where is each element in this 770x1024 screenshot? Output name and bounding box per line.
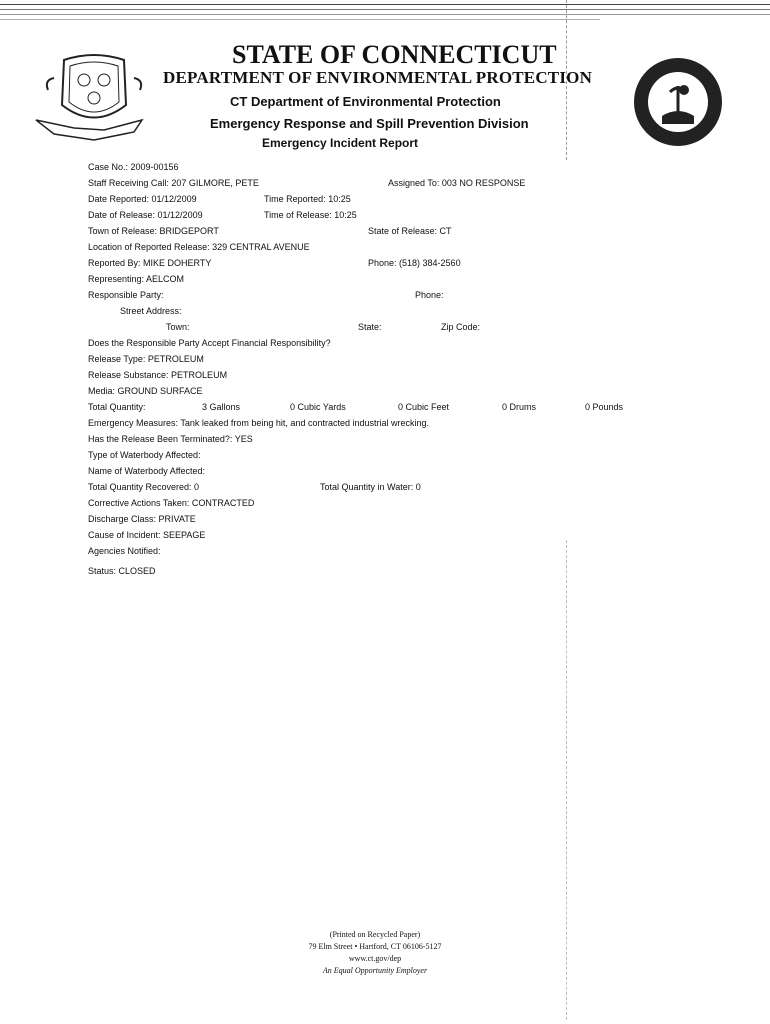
waterbody-type: Type of Waterbody Affected: <box>88 450 201 460</box>
responsible-phone: Phone: <box>415 290 444 300</box>
quantity-recovered: Total Quantity Recovered: 0 <box>88 482 200 492</box>
scan-edge-line <box>566 540 567 1020</box>
footer-address: 79 Elm Street • Hartford, CT 06106-5127 <box>308 942 442 951</box>
cause-of-incident: Cause of Incident: SEEPAGE <box>88 530 206 540</box>
dep-seal-icon <box>632 56 724 148</box>
quantity-in-water: Total Quantity in Water: 0 <box>320 482 421 492</box>
agency-name: CT Department of Environmental Protection <box>230 94 501 109</box>
state-of-release: State of Release: CT <box>368 226 452 236</box>
responsible-party: Responsible Party: <box>88 290 164 300</box>
state-title: STATE OF CONNECTICUT <box>232 40 557 69</box>
town-of-release: Town of Release: BRIDGEPORT <box>88 226 219 236</box>
zip-code: Zip Code: <box>441 322 481 332</box>
assigned-to: Assigned To: 003 NO RESPONSE <box>388 178 526 188</box>
report-title: Emergency Incident Report <box>262 136 419 150</box>
phone: Phone: (518) 384-2560 <box>368 258 461 268</box>
date-of-release: Date of Release: 01/12/2009 <box>88 210 203 220</box>
quantity-cubic-yards: 0 Cubic Yards <box>290 402 346 412</box>
quantity-gallons: 3 Gallons <box>202 402 241 412</box>
quantity-cubic-feet: 0 Cubic Feet <box>398 402 450 412</box>
total-quantity: Total Quantity: <box>88 402 146 412</box>
status: Status: CLOSED <box>88 566 156 576</box>
case-no: Case No.: 2009-00156 <box>88 162 179 172</box>
quantity-drums: 0 Drums <box>502 402 537 412</box>
footer-recycled: (Printed on Recycled Paper) <box>329 930 421 939</box>
location: Location of Reported Release: 329 CENTRAL AVENUE <box>88 242 310 252</box>
quantity-pounds: 0 Pounds <box>585 402 624 412</box>
agencies-notified: Agencies Notified: <box>88 546 161 556</box>
time-reported: Time Reported: 10:25 <box>264 194 351 204</box>
financial-responsibility: Does the Responsible Party Accept Financial Responsibility? <box>88 338 331 348</box>
release-type: Release Type: PETROLEUM <box>88 354 204 364</box>
state: State: <box>358 322 382 332</box>
media: Media: GROUND SURFACE <box>88 386 203 396</box>
emergency-measures: Emergency Measures: Tank leaked from being hit, and contracted industrial wrecking. <box>88 418 430 428</box>
street-address: Street Address: <box>120 306 182 316</box>
scan-noise-top <box>0 0 770 22</box>
footer-website: www.ct.gov/dep <box>348 954 402 963</box>
representing: Representing: AELCOM <box>88 274 185 284</box>
release-substance: Release Substance: PETROLEUM <box>88 370 228 380</box>
town: Town: <box>166 322 190 332</box>
release-terminated: Has the Release Been Terminated?: YES <box>88 434 253 444</box>
department-title: DEPARTMENT OF ENVIRONMENTAL PROTECTION <box>163 68 593 87</box>
date-reported: Date Reported: 01/12/2009 <box>88 194 197 204</box>
state-seal-icon <box>34 50 154 150</box>
time-of-release: Time of Release: 10:25 <box>264 210 357 220</box>
corrective-actions: Corrective Actions Taken: CONTRACTED <box>88 498 255 508</box>
waterbody-name: Name of Waterbody Affected: <box>88 466 206 476</box>
division-name: Emergency Response and Spill Prevention Division <box>210 116 529 131</box>
staff-receiving-call: Staff Receiving Call: 207 GILMORE, PETE <box>88 178 259 188</box>
footer-equal-opportunity: An Equal Opportunity Employer <box>322 966 428 975</box>
discharge-class: Discharge Class: PRIVATE <box>88 514 196 524</box>
reported-by: Reported By: MIKE DOHERTY <box>88 258 212 268</box>
